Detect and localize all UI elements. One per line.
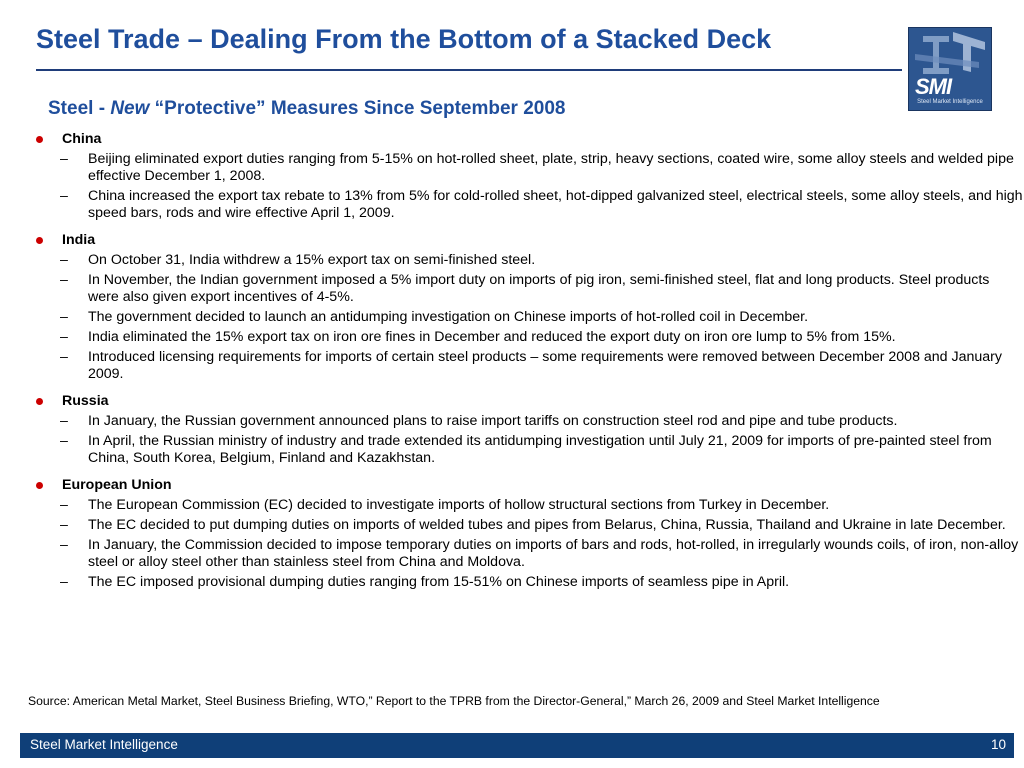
- list-item: [36, 151, 1024, 185]
- list-item: [36, 517, 1024, 534]
- sub-list: [36, 497, 1024, 591]
- source-note: Source: American Metal Market, Steel Business Briefing, WTO,” Report to the TPRB from the Director-General,” March 26, 2009 and Steel Market Intelligence: [28, 694, 880, 708]
- list-item: [36, 413, 1024, 430]
- list-item-text: In April, the Russian ministry of industry and trade extended its antidumping investigation until July 21, 2009 for imports of pre-painted steel from China, South Korea, Belgium, Finland and Kazakhstan.: [88, 433, 992, 466]
- slide-body: [36, 131, 1024, 601]
- section-european-union: [36, 477, 1024, 591]
- smi-logo: [908, 27, 992, 111]
- section-heading: [36, 232, 1024, 249]
- subtitle-suffix: “Protective” Measures Since September 2008: [149, 98, 566, 119]
- list-item-text: China increased the export tax rebate to 13% from 5% for cold-rolled sheet, hot-dipped galvanized steel, electrical steels, some alloy steels, and high speed bars, rods and wire effective April 1, 2009.: [88, 188, 1023, 221]
- bullet-dot-icon: [36, 237, 43, 244]
- list-item-text: The government decided to launch an antidumping investigation on Chinese imports of hot-rolled coil in December.: [88, 309, 809, 325]
- list-item: [36, 537, 1024, 571]
- logo-subtext: Steel Market Intelligence: [917, 99, 983, 105]
- list-item-text: In November, the Indian government imposed a 5% import duty on imports of pig iron, semi-finished steel, flat and long products. Steel products were also given export incentives of 4-5%.: [88, 272, 990, 305]
- dash-icon: –: [60, 151, 68, 167]
- subtitle: [48, 98, 565, 120]
- list-item: [36, 433, 1024, 467]
- section-heading-text: European Union: [62, 477, 172, 493]
- list-item: [36, 349, 1024, 383]
- section-heading-text: China: [62, 131, 102, 147]
- dash-icon: –: [60, 252, 68, 268]
- section-china: [36, 131, 1024, 222]
- sub-list: [36, 413, 1024, 467]
- bullet-dot-icon: [36, 398, 43, 405]
- logo-text: SMI: [915, 74, 952, 99]
- page-number: 10: [990, 737, 1006, 752]
- title-divider: [36, 69, 902, 71]
- bullet-dot-icon: [36, 136, 43, 143]
- list-item-text: The EC decided to put dumping duties on imports of welded tubes and pipes from Belarus, China, Russia, Thailand and Ukraine in late December.: [88, 517, 1006, 533]
- list-item: [36, 188, 1024, 222]
- footer-bar: [20, 733, 1014, 758]
- list-item-text: In January, the Russian government announced plans to raise import tariffs on construction steel rod and pipe and tube products.: [88, 413, 898, 429]
- dash-icon: –: [60, 413, 68, 429]
- section-india: [36, 232, 1024, 383]
- list-item-text: The European Commission (EC) decided to investigate imports of hollow structural sections from Turkey in December.: [88, 497, 830, 513]
- dash-icon: –: [60, 349, 68, 365]
- dash-icon: –: [60, 497, 68, 513]
- sub-list: [36, 252, 1024, 383]
- list-item-text: India eliminated the 15% export tax on iron ore fines in December and reduced the export duty on iron ore lump to 5% from 15%.: [88, 329, 896, 345]
- list-item-text: In January, the Commission decided to impose temporary duties on imports of bars and rods, hot-rolled, in irregularly wounds coils, of iron, non-alloy steel or alloy steel other than stainless steel from China and Moldova.: [88, 537, 1019, 570]
- dash-icon: –: [60, 433, 68, 449]
- list-item: [36, 497, 1024, 514]
- subtitle-emphasis: New: [110, 98, 150, 119]
- dash-icon: –: [60, 309, 68, 325]
- list-item: [36, 574, 1024, 591]
- dash-icon: –: [60, 329, 68, 345]
- subtitle-prefix: Steel -: [48, 98, 111, 119]
- list-item: [36, 329, 1024, 346]
- list-item-text: Introduced licensing requirements for imports of certain steel products – some requirements were removed between December 2008 and January 2009.: [88, 349, 1002, 382]
- list-item: [36, 309, 1024, 326]
- section-heading: [36, 131, 1024, 148]
- dash-icon: –: [60, 574, 68, 590]
- section-heading: [36, 393, 1024, 410]
- dash-icon: –: [60, 517, 68, 533]
- section-russia: [36, 393, 1024, 467]
- list-item-text: On October 31, India withdrew a 15% export tax on semi-finished steel.: [88, 252, 536, 268]
- list-item: [36, 272, 1024, 306]
- dash-icon: –: [60, 537, 68, 553]
- list-item: [36, 252, 1024, 269]
- footer-company: Steel Market Intelligence: [30, 737, 178, 752]
- dash-icon: –: [60, 188, 68, 204]
- section-heading-text: Russia: [62, 393, 109, 409]
- section-heading-text: India: [62, 232, 96, 248]
- dash-icon: –: [60, 272, 68, 288]
- list-item-text: The EC imposed provisional dumping duties ranging from 15-51% on Chinese imports of seamless pipe in April.: [88, 574, 790, 590]
- sub-list: [36, 151, 1024, 222]
- slide-title: Steel Trade – Dealing From the Bottom of a Stacked Deck: [36, 24, 772, 54]
- list-item-text: Beijing eliminated export duties ranging from 5-15% on hot-rolled sheet, plate, strip, heavy sections, coated wire, some alloy steels and welded pipe effective December 1, 2008.: [88, 151, 1014, 184]
- bullet-dot-icon: [36, 482, 43, 489]
- section-heading: [36, 477, 1024, 494]
